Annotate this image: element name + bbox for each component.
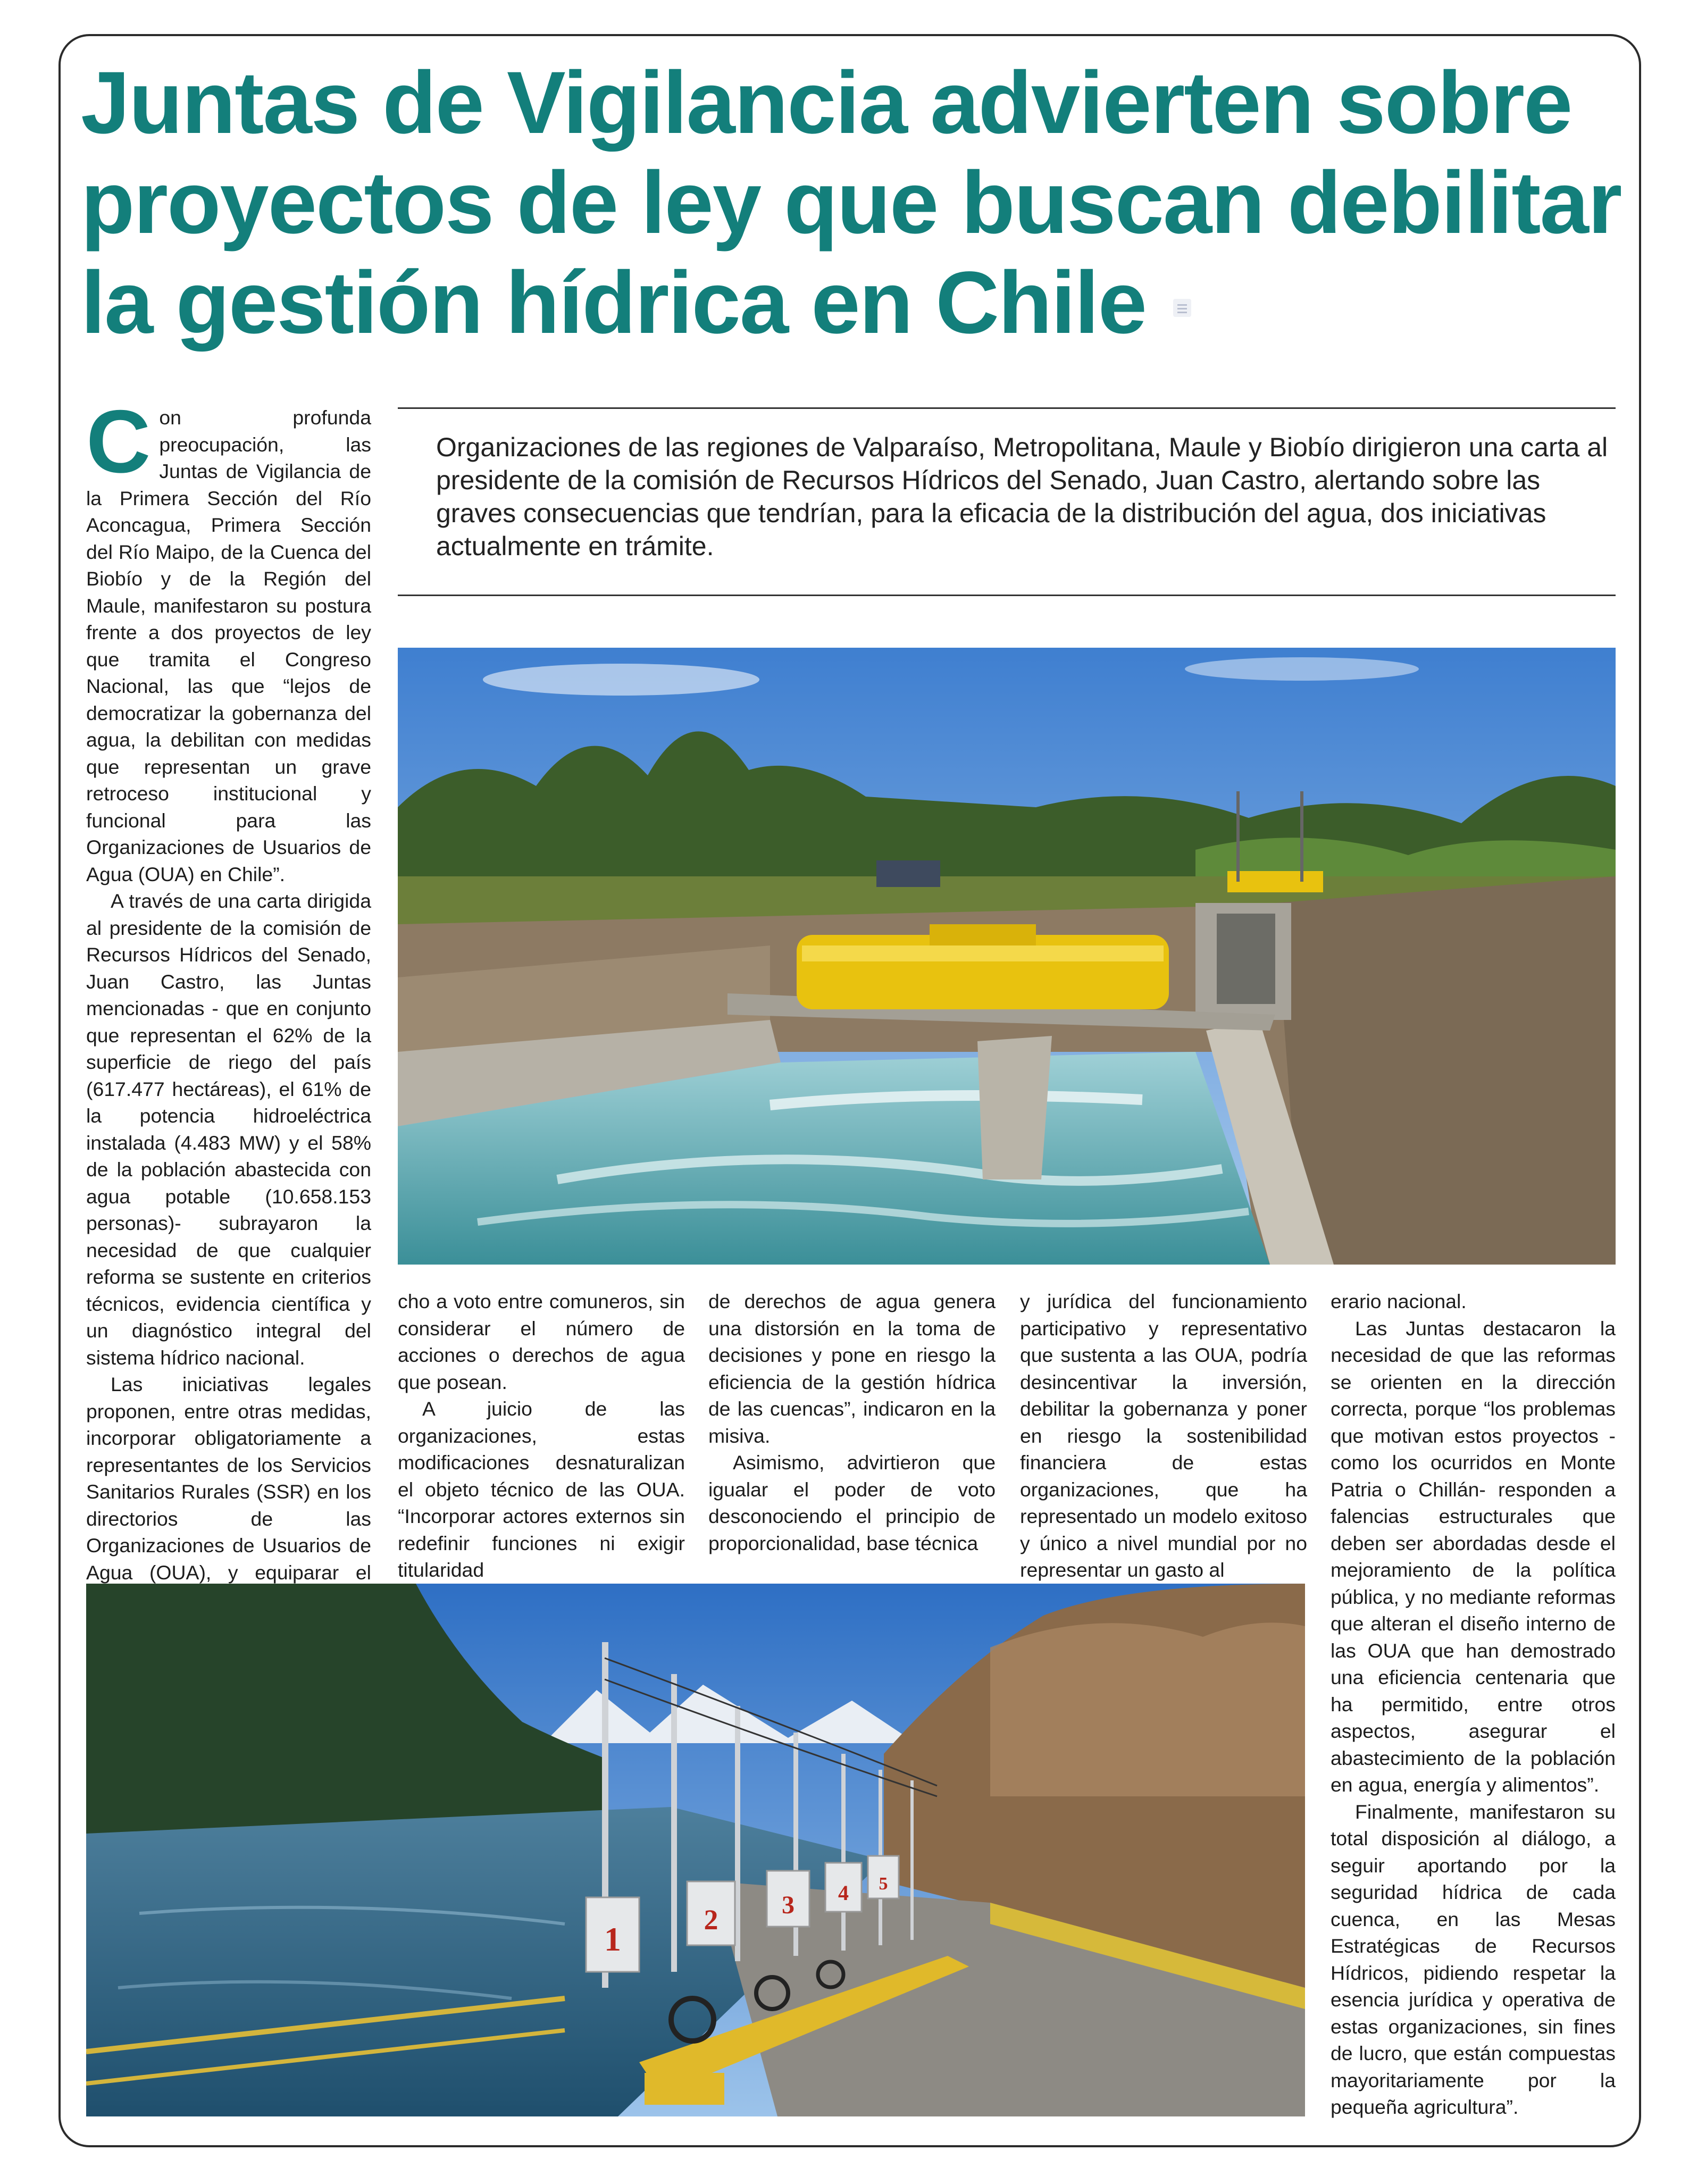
gate-number-3: 3: [782, 1891, 795, 1919]
column-1: [86, 391, 371, 1613]
paragraph: y jurídica del funcionamiento participativo y representativo que sustenta a las OUA, podría desincentivar la inversión, debilitar la gobernanza y poner en riesgo la sostenibilidad financiera de estas organizaciones, que ha representado un modelo exitoso y único a nivel mundial por no representar un gasto al: [1020, 1290, 1307, 1581]
lead-bottom-rule: [398, 595, 1616, 596]
canal-gate-photo: [398, 648, 1616, 1265]
headline-line-3: la gestión hídrica en Chile: [81, 254, 1147, 352]
lead-paragraph: Organizaciones de las regiones de Valparaíso, Metropolitana, Maule y Biobío dirigieron una carta al presidente de la comisión de Recursos Hídricos del Senado, Juan Castro, alertando sobre las graves consecuencias que tendrían, para la eficacia de la distribución del agua, dos iniciativas actualmente en trámite.: [436, 432, 1608, 561]
paragraph: Las Juntas destacaron la necesidad de que las reformas se orienten en la dirección correcta, porque “los problemas que motivan estos proyectos -como los ocurridos en Monte Patria o Chillán- responden a falencias estructurales que deben ser abordadas desde el mejoramiento de la política pública, y no mediante reformas que alteran el diseño interno de las OUA que han demostrado una eficiencia centenaria que ha permitido, entre otros aspectos, asegurar el abastecimiento de la población en agua, energía y alimentos”.: [1331, 1317, 1616, 1796]
paragraph: A juicio de las organizaciones, estas modificaciones desnaturalizan el objeto técnico de las OUA. “Incorporar actores externos sin redefinir funciones ni exigir titularidad: [398, 1398, 685, 1581]
paragraph: Finalmente, manifestaron su total disposición al diálogo, a seguir aportando por la seguridad hídrica de cada cuenca, en las Mesas Estratégicas de Recursos Hídricos, pidiendo respetar la esencia jurídica y operativa de estas organizaciones, sin fines de lucro, que están compuestas mayoritariamente por la pequeña agricultura”.: [1331, 1800, 1616, 2118]
lead-top-rule: [398, 407, 1616, 409]
river-gates-photo: [86, 1584, 1305, 2116]
column-3: [708, 1288, 996, 1557]
paragraph: cho a voto entre comuneros, sin considerar el número de acciones o derechos de agua que posean.: [398, 1290, 685, 1393]
headline: [81, 53, 1623, 353]
paragraph: Las iniciativas legales proponen, entre otras medidas, incorporar obligatoriamente a representantes de los Servicios Sanitarios Rurales (SSR) en los directorios de las Organizaciones de Usuarios de Agua (OUA), y equiparar el: [86, 1373, 371, 1584]
gate-number-5: 5: [879, 1874, 888, 1894]
gate-number-1: 1: [604, 1920, 621, 1958]
paragraph: Asimismo, advirtieron que igualar el poder de voto desconociendo el principio de proporcionalidad, base técnica: [708, 1451, 996, 1554]
paragraph: de derechos de agua genera una distorsión en la toma de decisiones y pone en riesgo la eficiencia de la gestión hídrica de las cuencas”, indicaron en la misiva.: [708, 1290, 996, 1447]
paragraph: A través de una carta dirigida al presidente de la comisión de Recursos Hídricos del Senado, Juan Castro, las Juntas mencionadas - que en conjunto que representan el 62% de la superficie de riego del país (617.477 hectáreas), el 61% de la potencia hidroeléctrica instalada (4.483 MW) y el 58% de la población abastecida con agua potable (10.658.153 personas)- subrayaron la necesidad de que cualquier reforma se sustente en criterios técnicos, evidencia científica y un diagnóstico integral del sistema hídrico nacional.: [86, 890, 371, 1369]
headline-line-1: Juntas de Vigilancia advierten sobre: [81, 54, 1572, 152]
paragraph: erario nacional.: [1331, 1290, 1467, 1312]
gate-number-2: 2: [704, 1904, 718, 1936]
document-icon: [1173, 299, 1191, 317]
column-2: [398, 1288, 685, 1584]
column-5: [1331, 1288, 1616, 2121]
gate-number-4: 4: [838, 1881, 849, 1905]
drop-cap: C: [86, 391, 151, 491]
headline-line-2: proyectos de ley que buscan debilitar: [81, 154, 1621, 252]
paragraph: Con profunda preocupación, las Juntas de Vigilancia de la Primera Sección del Río Aconcagua, Primera Sección del Río Maipo, de la Cuenca del Biobío y de la Región del Maule, manifestaron su postura frente a dos proyectos de ley que tramita el Congreso Nacional, las que “lejos de democratizar la gobernanza del agua, la debilitan con medidas que representan un grave retroceso institucional y funcional para las Organizaciones de Usuarios de Agua (OUA) en Chile”.: [86, 391, 371, 885]
column-4: [1020, 1288, 1307, 1584]
